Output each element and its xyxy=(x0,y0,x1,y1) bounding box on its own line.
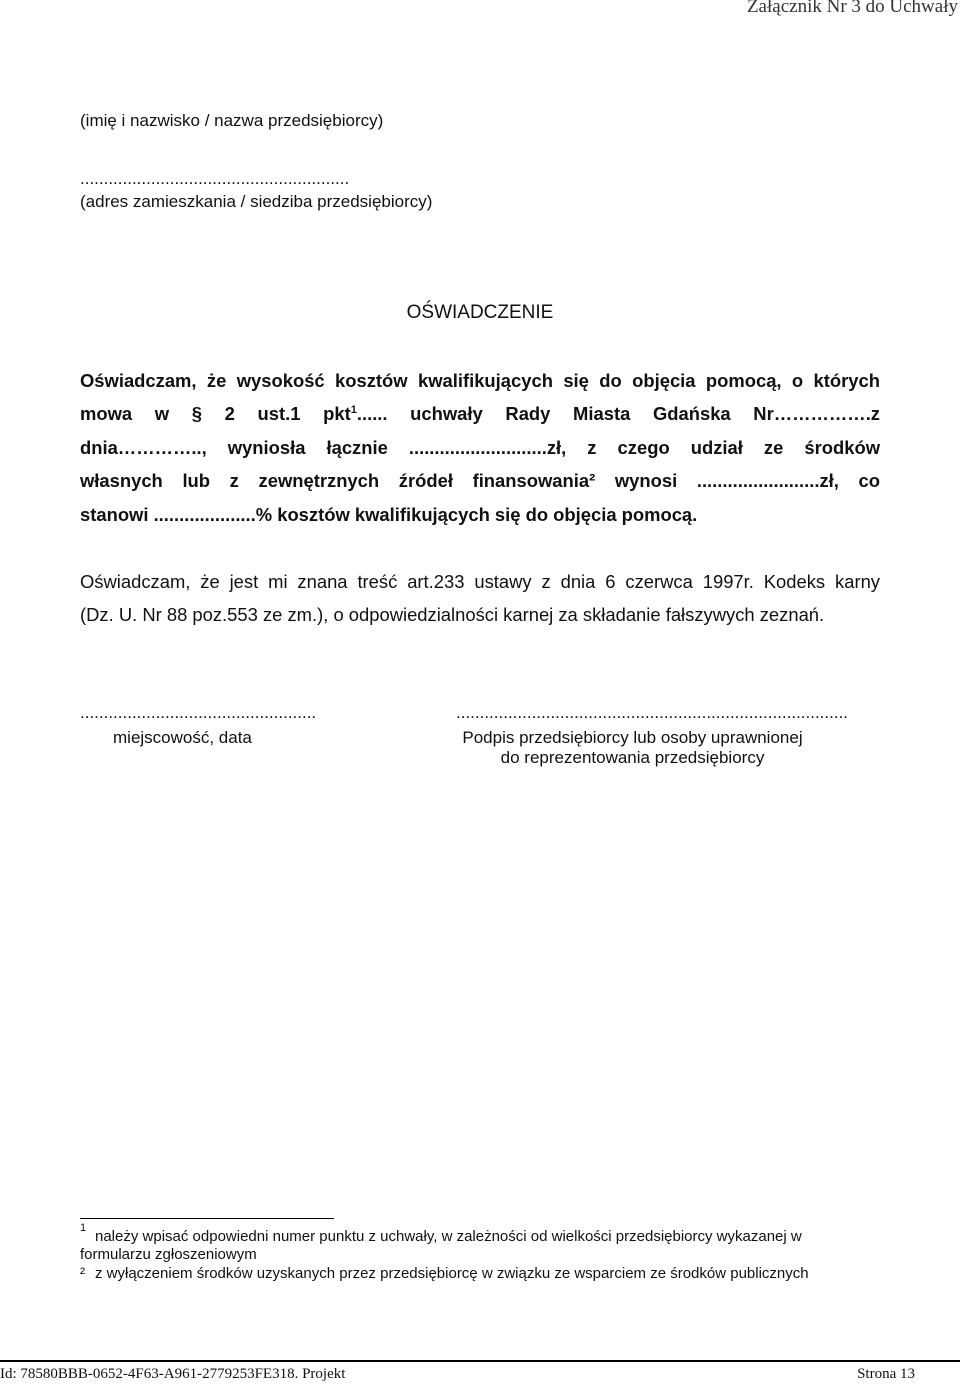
place-date-dots: .................................................. xyxy=(80,703,317,722)
document-id: Id: 78580BBB-0652-4F63-A961-2779253FE318. Projekt xyxy=(0,1366,346,1382)
footnote-1-line1: należy wpisać odpowiedni numer punktu z uchwały, w zależności od wielkości przedsiębiorcy wykazanej w xyxy=(95,1228,802,1245)
declaration1-line3: dnia………….., wyniosła łącznie ...........................zł, z czego udział ze środków xyxy=(80,437,880,458)
page-number: Strona 13 xyxy=(857,1366,915,1382)
declaration2-line2: (Dz. U. Nr 88 poz.553 ze zm.), o odpowiedzialności karnej za składanie fałszywych zeznań. xyxy=(80,604,825,625)
document-title: OŚWIADCZENIE xyxy=(406,302,554,323)
footnote-separator xyxy=(80,1218,334,1219)
signature-label-1: Podpis przedsiębiorcy lub osoby uprawnionej xyxy=(462,728,803,747)
declaration1-line2-b: ...... uchwały Rady Miasta Gdańska Nr…………….z xyxy=(356,403,881,424)
footnote-2-mark: ² xyxy=(80,1265,85,1282)
address-dots: ......................................................... xyxy=(80,169,350,188)
declaration1-line2-a: mowa w § 2 ust.1 pkt xyxy=(80,403,351,424)
signature-dots: ................................................................................... xyxy=(456,703,849,722)
declaration1-line4: własnych lub z zewnętrznych źródeł finansowania² wynosi ........................zł, co xyxy=(80,470,880,491)
attachment-header: Załącznik Nr 3 do Uchwały xyxy=(746,0,958,17)
declaration2-line1: Oświadczam, że jest mi znana treść art.233 ustawy z dnia 6 czerwca 1997r. Kodeks karny xyxy=(80,571,880,592)
footnote-1-mark: 1 xyxy=(80,1222,87,1234)
footnote-1-line2: formularzu zgłoszeniowym xyxy=(80,1246,257,1263)
declaration1-line2 xyxy=(80,403,880,425)
declaration1-line5: stanowi ....................% kosztów kwalifikujących się do objęcia pomocą. xyxy=(80,504,698,525)
footer-separator xyxy=(0,1360,960,1362)
footnote-ref-1: 1 xyxy=(350,404,357,416)
declaration1-line1: Oświadczam, że wysokość kosztów kwalifikujących się do objęcia pomocą, o których xyxy=(80,370,880,391)
signature-label-2: do reprezentowania przedsiębiorcy xyxy=(500,748,765,767)
place-date-label: miejscowość, data xyxy=(113,728,252,747)
footnote-2-text: z wyłączeniem środków uzyskanych przez przedsiębiorcę w związku ze wsparciem ze środków publicznych xyxy=(95,1265,809,1282)
name-caption: (imię i nazwisko / nazwa przedsiębiorcy) xyxy=(80,111,384,130)
address-caption: (adres zamieszkania / siedziba przedsiębiorcy) xyxy=(80,192,433,211)
